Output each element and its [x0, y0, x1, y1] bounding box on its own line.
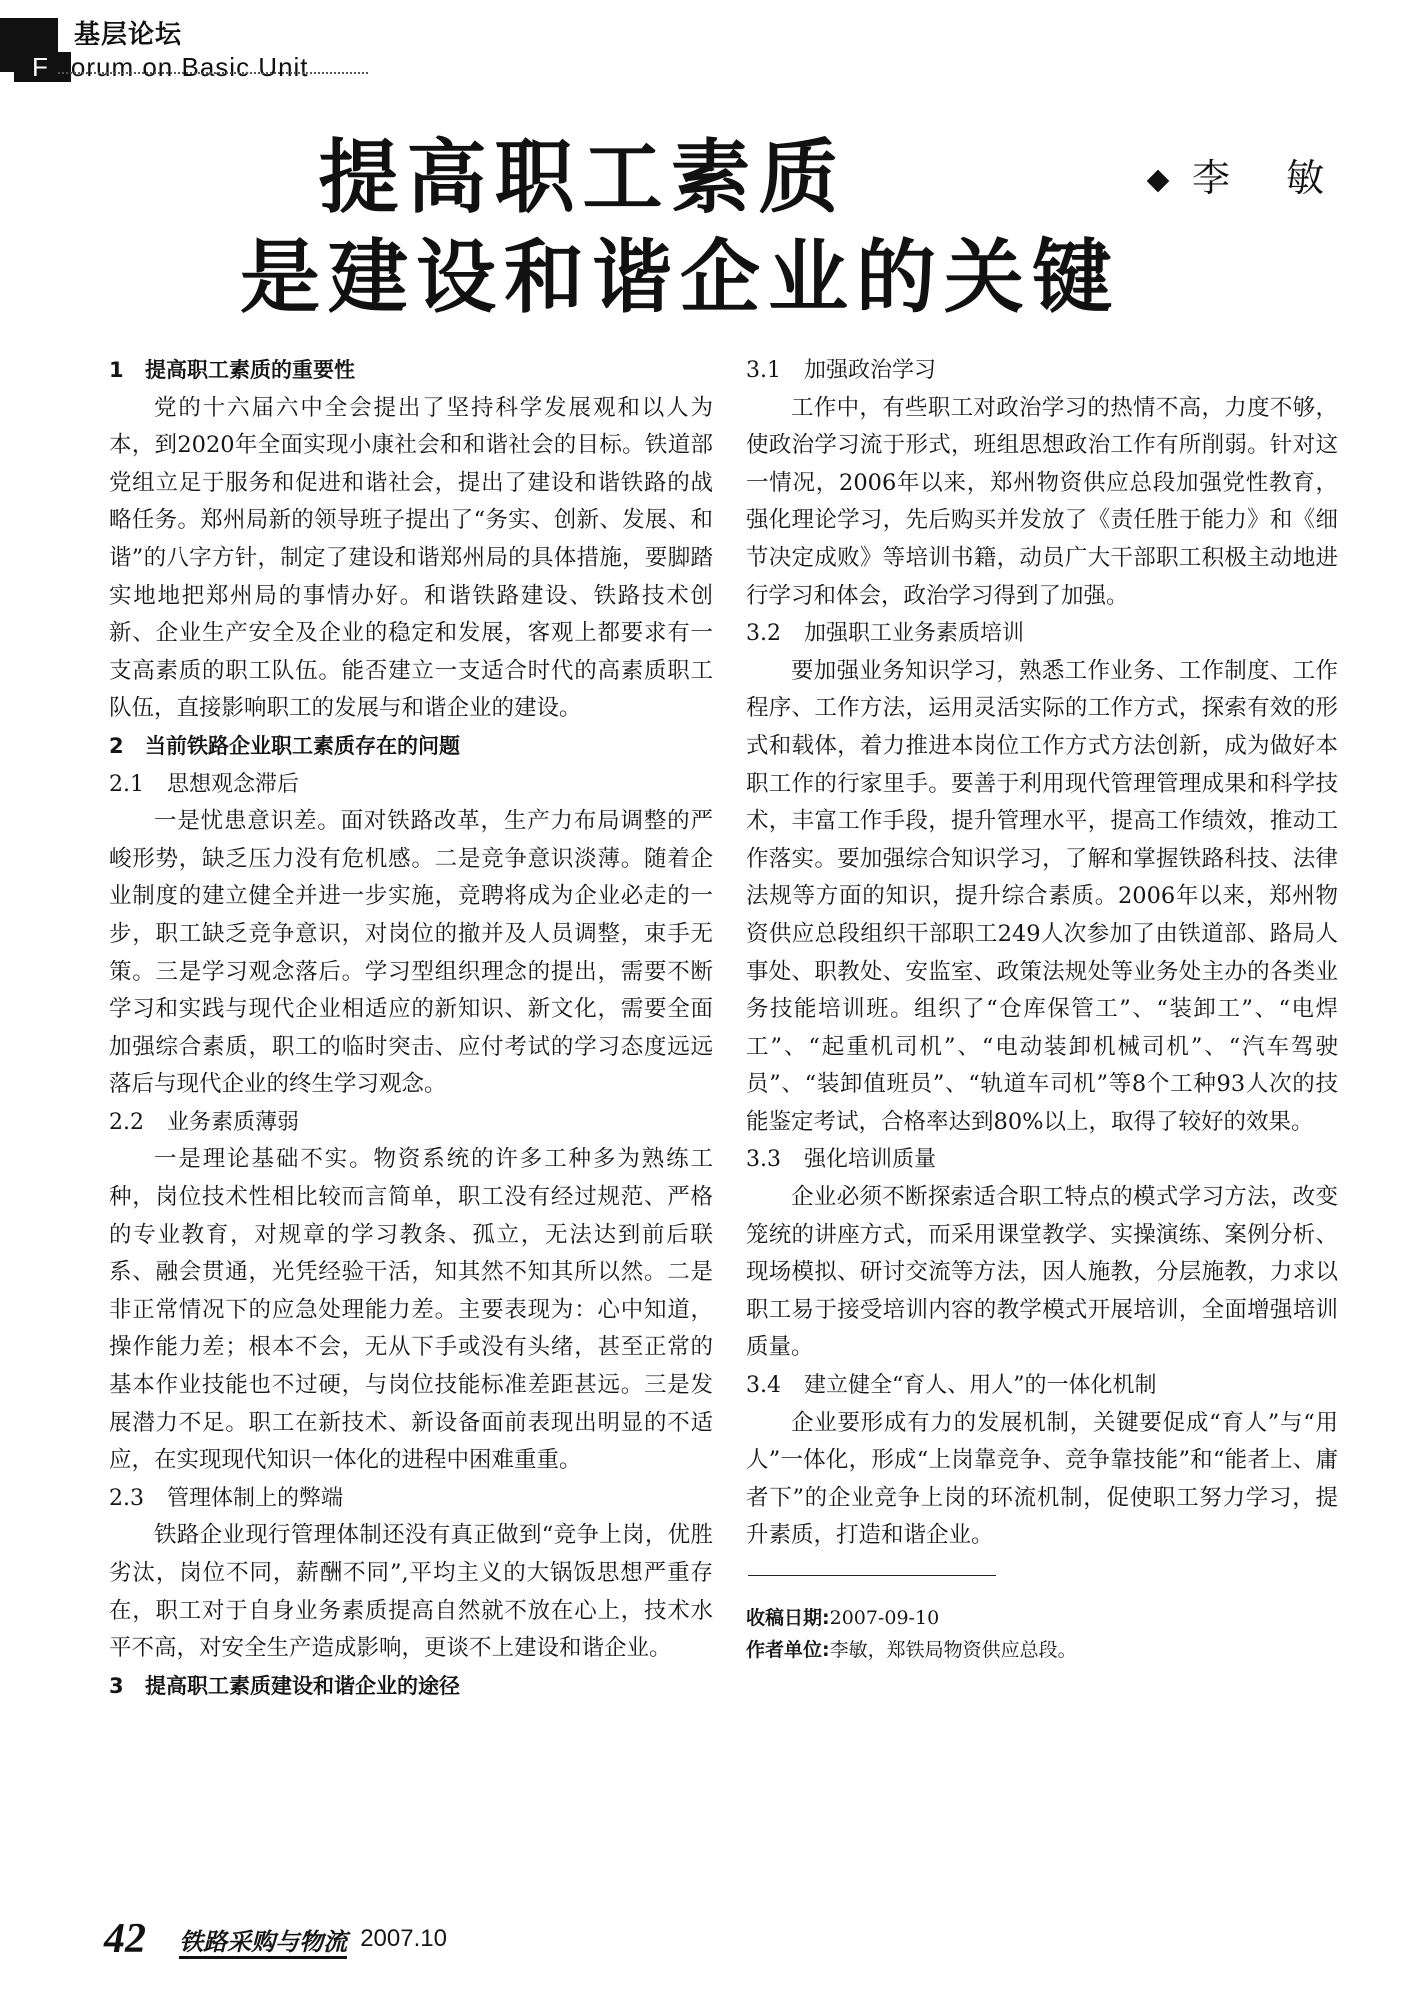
- subsection-heading-2-3: 2.3 管理体制上的弊端: [109, 1485, 344, 1511]
- diamond-bullet-icon: [1147, 169, 1170, 192]
- section-heading-3: 3 提高职工素质建设和谐企业的途径: [109, 1673, 460, 1698]
- received-date-note: 收稿日期:2007-09-10: [746, 1607, 940, 1629]
- magazine-logo: 铁路采购与物流: [179, 1928, 347, 1959]
- section-heading-1: 1 提高职工素质的重要性: [109, 358, 355, 382]
- column-initial-letter: F: [14, 52, 71, 82]
- issue-date: 2007.10: [360, 1925, 447, 1952]
- page-number: 42: [104, 1916, 146, 1962]
- paragraph-2-3: 铁路企业现行管理体制还没有真正做到“竞争上岗，优胜劣汰，岗位不同，薪酬不同”,平均主义的大锅饭思想严重存在，职工对于自身业务素质提高自然就不放在心上，技术水平不高，对安全生产造成影响，更谈不上建设和谐企业。: [109, 1522, 713, 1662]
- subsection-heading-2-2: 2.2 业务素质薄弱: [109, 1109, 300, 1135]
- title-line-2: 是建设和谐企业的关键: [240, 231, 1120, 324]
- subsection-heading-3-2: 3.2 加强职工业务素质培训: [746, 621, 1025, 647]
- column-name-en: [32, 52, 309, 83]
- page-footer: [104, 1915, 447, 1962]
- section-heading-2: 2 当前铁路企业职工素质存在的问题: [109, 733, 460, 758]
- author-name: 李 敏: [1192, 156, 1347, 200]
- paragraph-3-1: 工作中，有些职工对政治学习的热情不高，力度不够，使政治学习流于形式，班组思想政治工作有所削弱。针对这一情况，2006年以来，郑州物资供应总段加强党性教育，强化理论学习，先后购买并发放了《责任胜于能力》和《细节决定成败》等培训书籍，动员广大干部职工积极主动地进行学习和体会，政治学习得到了加强。: [746, 394, 1338, 609]
- subsection-heading-3-3: 3.3 强化培训质量: [746, 1147, 937, 1173]
- title-line-1: 提高职工素质: [318, 131, 847, 224]
- subsection-heading-3-1: 3.1 加强政治学习: [746, 358, 937, 383]
- column-header: [0, 10, 380, 82]
- paragraph-3-4: 企业要形成有力的发展机制，关键要促成“育人”与“用人”一体化，形成“上岗靠竞争、竞争靠技能”和“能者上、庸者下”的企业竞争上岗的环流机制，促使职工努力学习，提升素质，打造和谐企业。: [746, 1409, 1338, 1549]
- right-column: [746, 352, 1338, 1666]
- footnote-divider: [748, 1575, 996, 1576]
- paragraph-3-2: 要加强业务知识学习，熟悉工作业务、工作制度、工作程序、工作方法，运用灵活实际的工作方式，探索有效的形式和载体，着力推进本岗位工作方式方法创新，成为做好本职工作的行家里手。要善于利用现代管理管理成果和科学技术，丰富工作手段，提升管理水平，提高工作绩效，推动工作落实。要加强综合知识学习，了解和掌握铁路科技、法律法规等方面的知识，提升综合素质。2006年以来，郑州物资供应总段组织干部职工249人次参加了由铁道部、路局人事处、职教处、安监室、政策法规处等业务处主办的各类业务技能培训班。组织了“仓库保管工”、“装卸工”、“电焊工”、“起重机司机”、“电动装卸机械司机”、“汽车驾驶员”、“装卸值班员”、“轨道车司机”等8个工种93人次的技能鉴定考试，合格率达到80%以上，取得了较好的效果。: [746, 657, 1338, 1135]
- author-byline: [1150, 147, 1346, 202]
- paragraph-2-1: 一是忧患意识差。面对铁路改革，生产力布局调整的严峻形势，缺乏压力没有危机感。二是竞争意识淡薄。随着企业制度的建立健全并进一步实施，竞聘将成为企业必走的一步，职工缺乏竞争意识，对岗位的撤并及人员调整，束手无策。三是学习观念落后。学习型组织理念的提出，需要不断学习和实践与现代企业相适应的新知识、新文化，需要全面加强综合素质，职工的临时突击、应付考试的学习态度远远落后与现代企业的终生学习观念。: [109, 808, 713, 1098]
- column-name-cn: 基层论坛: [74, 20, 183, 50]
- column-name-en-rest: orum on Basic Unit: [70, 52, 309, 82]
- paragraph-3-3: 企业必须不断探索适合职工特点的模式学习方法，改变笼统的讲座方式，而采用课堂教学、实操演练、案例分析、现场模拟、研讨交流等方法，因人施教，分层施教，力求以职工易于接受培训内容的教学模式开展培训，全面增强培训质量。: [746, 1184, 1338, 1361]
- left-column: [109, 352, 713, 1705]
- subsection-heading-2-1: 2.1 思想观念滞后: [109, 771, 300, 797]
- header-divider: [58, 72, 368, 74]
- paragraph-1: 党的十六届六中全会提出了坚持科学发展观和以人为本，到2020年全面实现小康社会和和谐社会的目标。铁道部党组立足于服务和促进和谐社会，提出了建设和谐铁路的战略任务。郑州局新的领导班子提出了“务实、创新、发展、和谐”的八字方针，制定了建设和谐郑州局的具体措施，要脚踏实地地把郑州局的事情办好。和谐铁路建设、铁路技术创新、企业生产安全及企业的稳定和发展，客观上都要求有一支高素质的职工队伍。能否建立一支适合时代的高素质职工队伍，直接影响职工的发展与和谐企业的建设。: [109, 394, 713, 722]
- subsection-heading-3-4: 3.4 建立健全“育人、用人”的一体化机制: [746, 1373, 1157, 1399]
- paragraph-2-2: 一是理论基础不实。物资系统的许多工种多为熟练工种，岗位技术性相比较而言简单，职工没有经过规范、严格的专业教育，对规章的学习教条、孤立，无法达到前后联系、融会贯通，光凭经验干活，知其然不知其所以然。二是非正常情况下的应急处理能力差。主要表现为：心中知道，操作能力差；根本不会，无从下手或没有头绪，甚至正常的基本作业技能也不过硬，与岗位技能标准差距甚远。三是发展潜力不足。职工在新技术、新设备面前表现出明显的不适应，在实现现代知识一体化的进程中困难重重。: [109, 1146, 713, 1474]
- author-unit-note: 作者单位:李敏，郑铁局物资供应总段。: [746, 1639, 1077, 1661]
